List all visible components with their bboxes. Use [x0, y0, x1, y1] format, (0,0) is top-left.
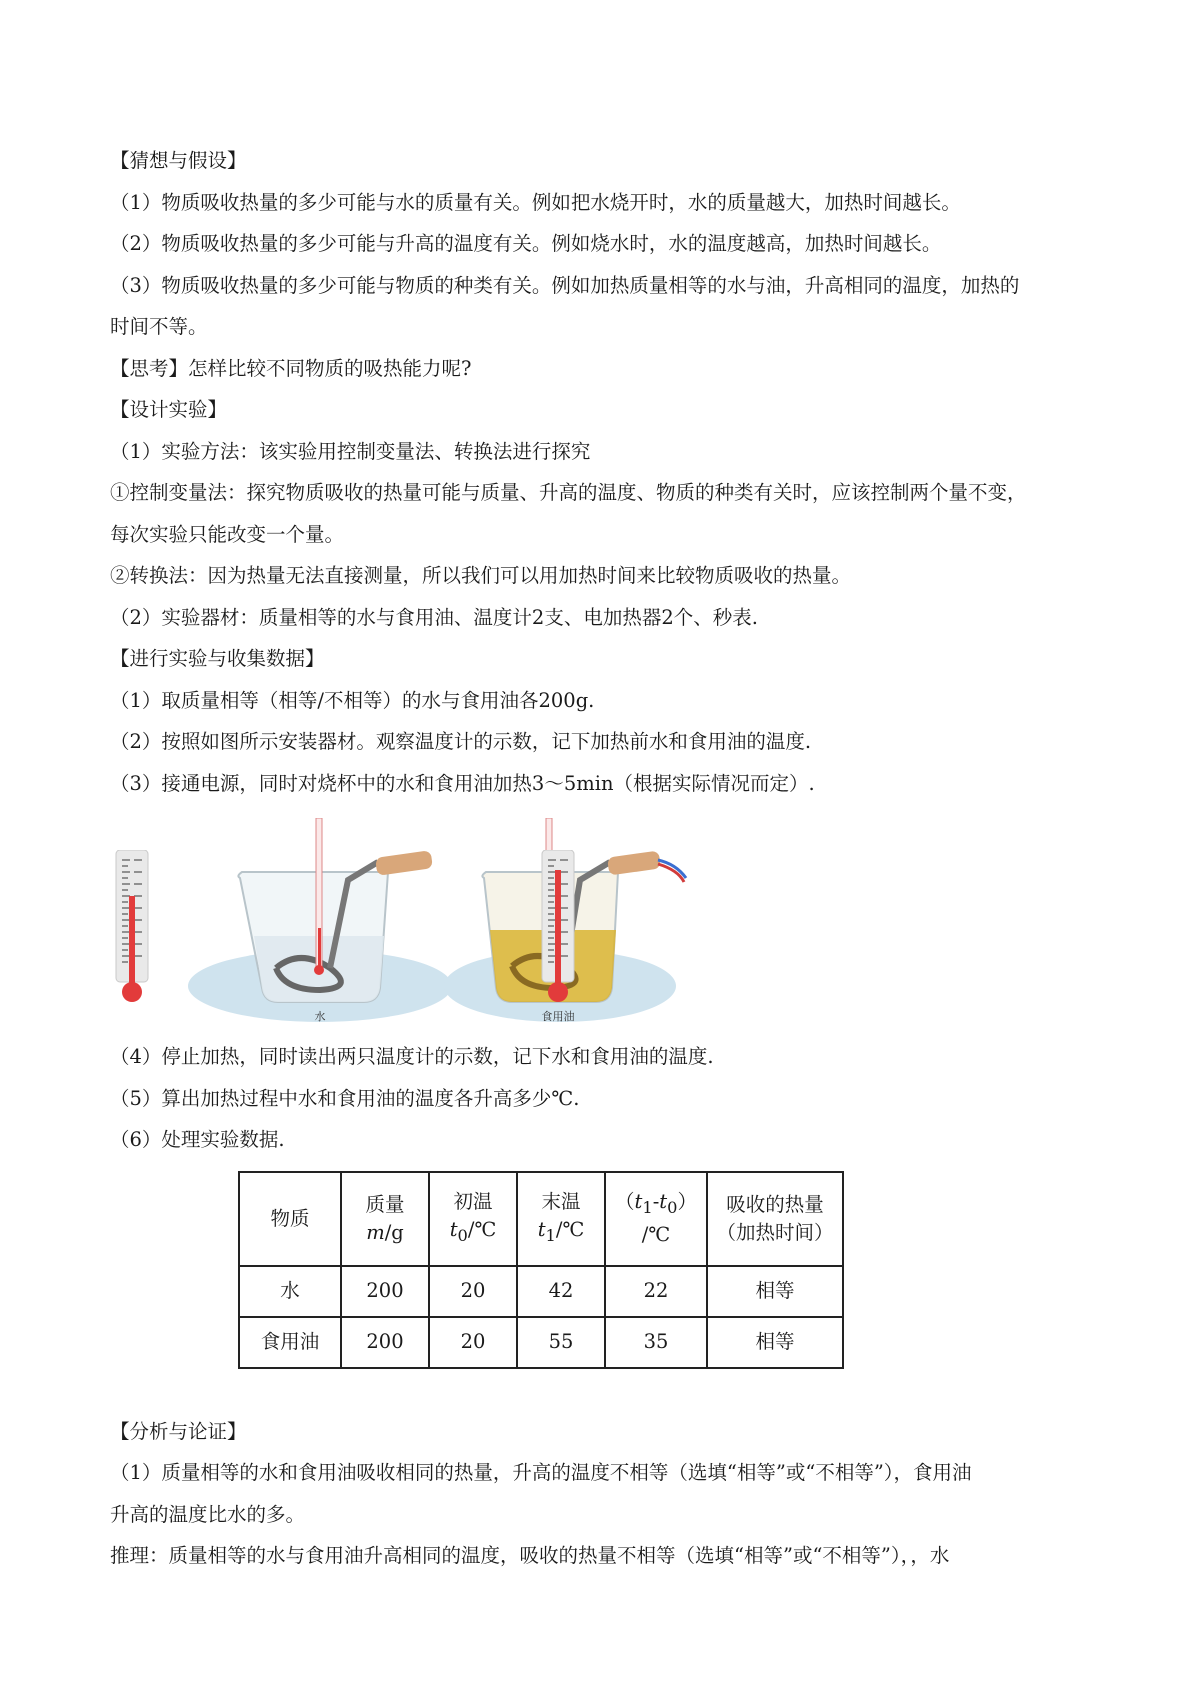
section-heading-hypothesis: 【猜想与假设】: [110, 149, 247, 172]
experiment-step-1: （1）取质量相等（相等/不相等）的水与食用油各200g.: [110, 688, 595, 712]
experiment-figure: [110, 818, 1100, 1028]
section-heading-experiment: 【进行实验与收集数据】: [110, 647, 325, 670]
cell-substance: 食用油: [239, 1317, 341, 1368]
hypothesis-line-2: （2）物质吸收热量的多少可能与升高的温度有关。例如烧水时，水的温度越高，加热时间越长。: [110, 232, 942, 255]
section-heading-design: 【设计实验】: [110, 398, 228, 421]
table-header-row: [239, 1172, 843, 1266]
experiment-step-2: （2）按照如图所示安装器材。观察温度计的示数，记下加热前水和食用油的温度.: [110, 730, 812, 753]
cell-heat: 相等: [707, 1266, 843, 1317]
design-line-2: ①控制变量法：探究物质吸收的热量可能与质量、升高的温度、物质的种类有关时，应该控制两个量不变，: [110, 481, 1027, 504]
cell-t1: 55: [517, 1317, 605, 1368]
left-thermometer-icon: [112, 850, 152, 1006]
hypothesis-line-3-cont: 时间不等。: [110, 315, 208, 338]
header-final-temp: 末温 $t_1/℃$: [517, 1172, 605, 1266]
analysis-line-1-cont: 升高的温度比水的多。: [110, 1502, 306, 1526]
experiment-step-3: （3）接通电源，同时对烧杯中的水和食用油加热3～5min（根据实际情况而定）.: [110, 771, 815, 795]
cell-mass: 200: [341, 1266, 429, 1317]
cell-mass: 200: [341, 1317, 429, 1368]
cell-t0: 20: [429, 1317, 517, 1368]
section-heading-analysis: 【分析与论证】: [110, 1419, 247, 1443]
design-line-3: ②转换法：因为热量无法直接测量，所以我们可以用加热时间来比较物质吸收的热量。: [110, 564, 852, 587]
table-row: [239, 1317, 843, 1368]
cell-t1: 42: [517, 1266, 605, 1317]
cell-dt: 22: [605, 1266, 707, 1317]
cell-heat: 相等: [707, 1317, 843, 1368]
cell-dt: 35: [605, 1317, 707, 1368]
analysis-line-1: （1）质量相等的水和食用油吸收相同的热量，升高的温度不相等（选填“相等”或“不相等”），食用油: [110, 1461, 972, 1484]
header-temp-change: $(t_1-t_0)$ /℃: [605, 1172, 707, 1266]
document-page: [110, 140, 1100, 1577]
right-thermometer-icon: [538, 850, 578, 1006]
header-heat-absorbed: 吸收的热量 （加热时间）: [707, 1172, 843, 1266]
data-table: [238, 1171, 844, 1369]
analysis-inference: 推理：质量相等的水与食用油升高相同的温度，吸收的热量不相等（选填“相等”或“不相等”），，水: [110, 1544, 950, 1567]
table-row: [239, 1266, 843, 1317]
header-mass: 质量 m/g: [341, 1172, 429, 1266]
oil-label: 食用油: [541, 1010, 575, 1023]
header-substance: 物质: [239, 1172, 341, 1266]
cell-t0: 20: [429, 1266, 517, 1317]
think-question: 【思考】怎样比较不同物质的吸热能力呢?: [110, 356, 472, 380]
experiment-step-5: （5）算出加热过程中水和食用油的温度各升高多少℃.: [110, 1086, 580, 1110]
water-beaker-icon: [180, 818, 460, 1028]
experiment-step-4: （4）停止加热，同时读出两只温度计的示数，记下水和食用油的温度.: [110, 1045, 714, 1068]
hypothesis-line-3: （3）物质吸收热量的多少可能与物质的种类有关。例如加热质量相等的水与油，升高相同的温度，加热的: [110, 273, 1020, 297]
header-initial-temp: 初温 $t_0/℃$: [429, 1172, 517, 1266]
water-label: 水: [314, 1010, 326, 1023]
experiment-step-6: （6）处理实验数据.: [110, 1128, 285, 1151]
design-line-2-cont: 每次实验只能改变一个量。: [110, 522, 345, 546]
design-line-4: （2）实验器材：质量相等的水与食用油、温度计2支、电加热器2个、秒表.: [110, 605, 758, 629]
cell-substance: 水: [239, 1266, 341, 1317]
hypothesis-line-1: （1）物质吸收热量的多少可能与水的质量有关。例如把水烧开时，水的质量越大，加热时间越长。: [110, 190, 961, 214]
design-line-1: （1）实验方法：该实验用控制变量法、转换法进行探究: [110, 439, 591, 463]
oil-beaker-icon: [440, 818, 740, 1028]
